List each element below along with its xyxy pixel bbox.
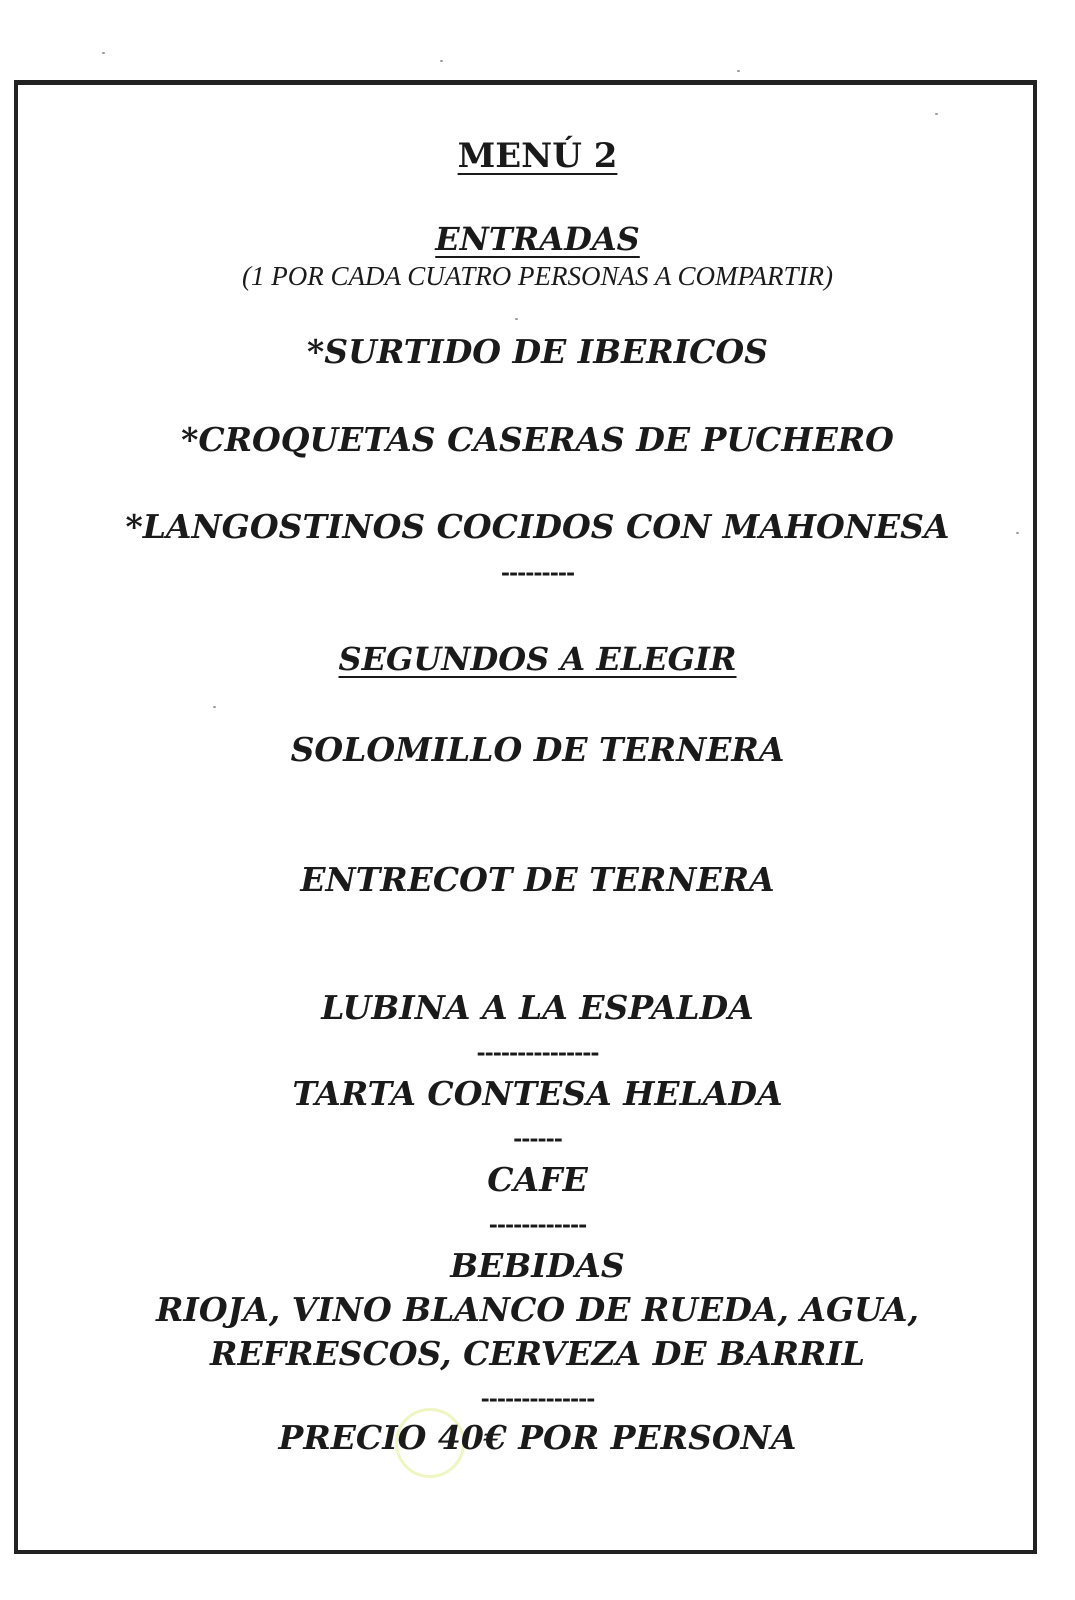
separator: ------ [513, 1126, 562, 1152]
scan-speck [935, 113, 938, 115]
segundo-item: ENTRECOT DE TERNERA [300, 860, 775, 899]
postre-item: TARTA CONTESA HELADA [292, 1074, 783, 1113]
entrada-item: *SURTIDO DE IBERICOS [306, 332, 768, 371]
separator: ------------ [488, 1212, 587, 1238]
bebidas-heading: BEBIDAS [450, 1246, 625, 1285]
precio-line: PRECIO 40€ POR PERSONA [278, 1418, 797, 1457]
segundo-item: LUBINA A LA ESPALDA [321, 988, 754, 1027]
separator: --------------- [476, 1040, 599, 1066]
segundos-heading: SEGUNDOS A ELEGIR [338, 640, 737, 678]
segundo-item: SOLOMILLO DE TERNERA [290, 730, 785, 769]
bebidas-line: REFRESCOS, CERVEZA DE BARRIL [210, 1334, 865, 1373]
separator: -------------- [480, 1386, 595, 1412]
menu-border [14, 80, 1037, 1554]
separator: --------- [500, 560, 575, 586]
scan-speck [737, 70, 740, 72]
menu-title: MENÚ 2 [457, 136, 618, 176]
entrada-item: *CROQUETAS CASERAS DE PUCHERO [181, 420, 894, 459]
bebidas-line: RIOJA, VINO BLANCO DE RUEDA, AGUA, [155, 1290, 920, 1329]
entrada-item: *LANGOSTINOS COCIDOS CON MAHONESA [125, 507, 950, 546]
scan-speck [102, 52, 105, 54]
entradas-heading: ENTRADAS [435, 220, 640, 258]
scan-speck [440, 60, 443, 62]
scan-speck [213, 706, 216, 708]
scan-speck [515, 318, 518, 320]
cafe-item: CAFE [487, 1160, 588, 1199]
entradas-note: (1 POR CADA CUATRO PERSONAS A COMPARTIR) [242, 261, 833, 291]
